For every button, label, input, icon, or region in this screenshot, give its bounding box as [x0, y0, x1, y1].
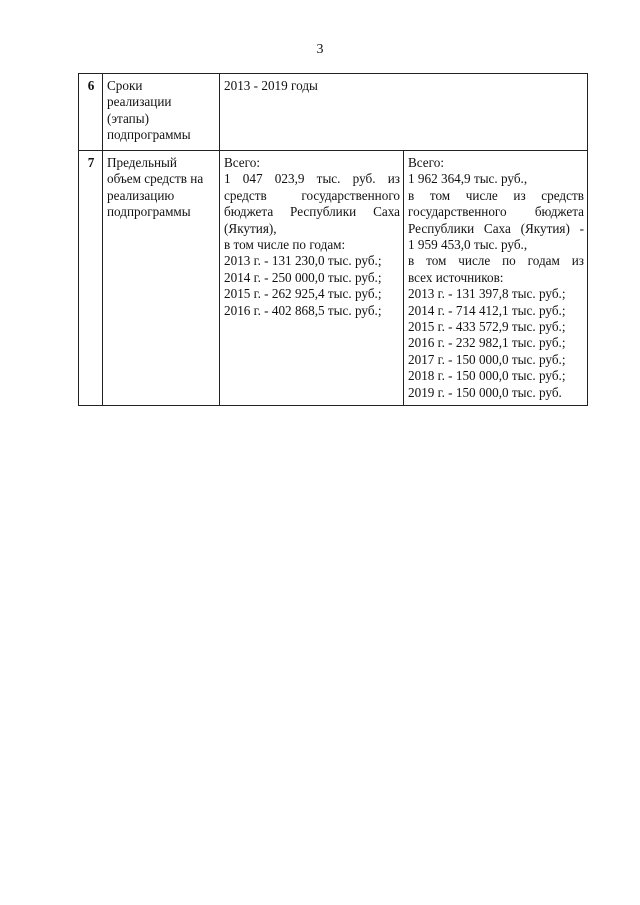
label-line: (этапы) [107, 110, 149, 126]
new-funding-cell [404, 151, 588, 406]
funding-year-line: 2013 г. - 131 397,8 тыс. руб.; [408, 286, 566, 302]
funding-year-line: 2016 г. - 232 982,1 тыс. руб.; [408, 335, 566, 351]
page-number: 3 [316, 42, 324, 57]
funding-year-line: 2018 г. - 150 000,0 тыс. руб.; [408, 368, 566, 384]
row-label [103, 74, 220, 151]
funding-line: Всего: [224, 155, 261, 170]
funding-line: средств государственного [224, 187, 400, 203]
funding-year-line: 2019 г. - 150 000,0 тыс. руб. [408, 384, 562, 400]
funding-year-line: 2013 г. - 131 230,0 тыс. руб.; [224, 253, 382, 269]
passport-table [78, 73, 588, 406]
label-line: реализацию [107, 187, 175, 203]
row-number: 7 [79, 151, 103, 406]
funding-year-line: 2015 г. - 433 572,9 тыс. руб.; [408, 319, 566, 335]
label-line: Сроки [107, 78, 143, 93]
funding-line: в том числе по годам: [224, 237, 346, 253]
funding-year-line: 2017 г. - 150 000,0 тыс. руб.; [408, 351, 566, 367]
row-label [103, 151, 220, 406]
funding-line: 1 959 453,0 тыс. руб., [408, 237, 528, 253]
period-text: 2013 - 2019 годы [224, 78, 318, 93]
table-row [79, 74, 588, 151]
funding-line: бюджета Республики Саха [224, 204, 400, 220]
label-line: подпрограммы [107, 127, 191, 143]
table-row [79, 151, 588, 406]
funding-line: всех источников: [408, 269, 504, 285]
funding-line: 1 962 364,9 тыс. руб., [408, 171, 528, 187]
row-number: 6 [79, 74, 103, 151]
funding-line: государственного бюджета [408, 204, 584, 220]
funding-year-line: 2016 г. - 402 868,5 тыс. руб.; [224, 302, 382, 318]
funding-year-line: 2014 г. - 714 412,1 тыс. руб.; [408, 302, 566, 318]
row-value [220, 74, 588, 151]
funding-year-line: 2015 г. - 262 925,4 тыс. руб.; [224, 286, 382, 302]
label-line: реализации [107, 94, 172, 110]
funding-line: Республики Саха (Якутия) - [408, 220, 584, 236]
funding-year-line: 2014 г. - 250 000,0 тыс. руб.; [224, 269, 382, 285]
label-line: объем средств на [107, 171, 204, 187]
label-line: Предельный [107, 155, 177, 170]
funding-line: Всего: [408, 155, 445, 170]
funding-line: в том числе из средств [408, 187, 584, 203]
funding-line: (Якутия), [224, 220, 277, 236]
label-line: подпрограммы [107, 204, 191, 220]
old-funding-cell [220, 151, 404, 406]
funding-line: в том числе по годам из [408, 253, 584, 269]
funding-line: 1 047 023,9 тыс. руб. из [224, 171, 400, 187]
